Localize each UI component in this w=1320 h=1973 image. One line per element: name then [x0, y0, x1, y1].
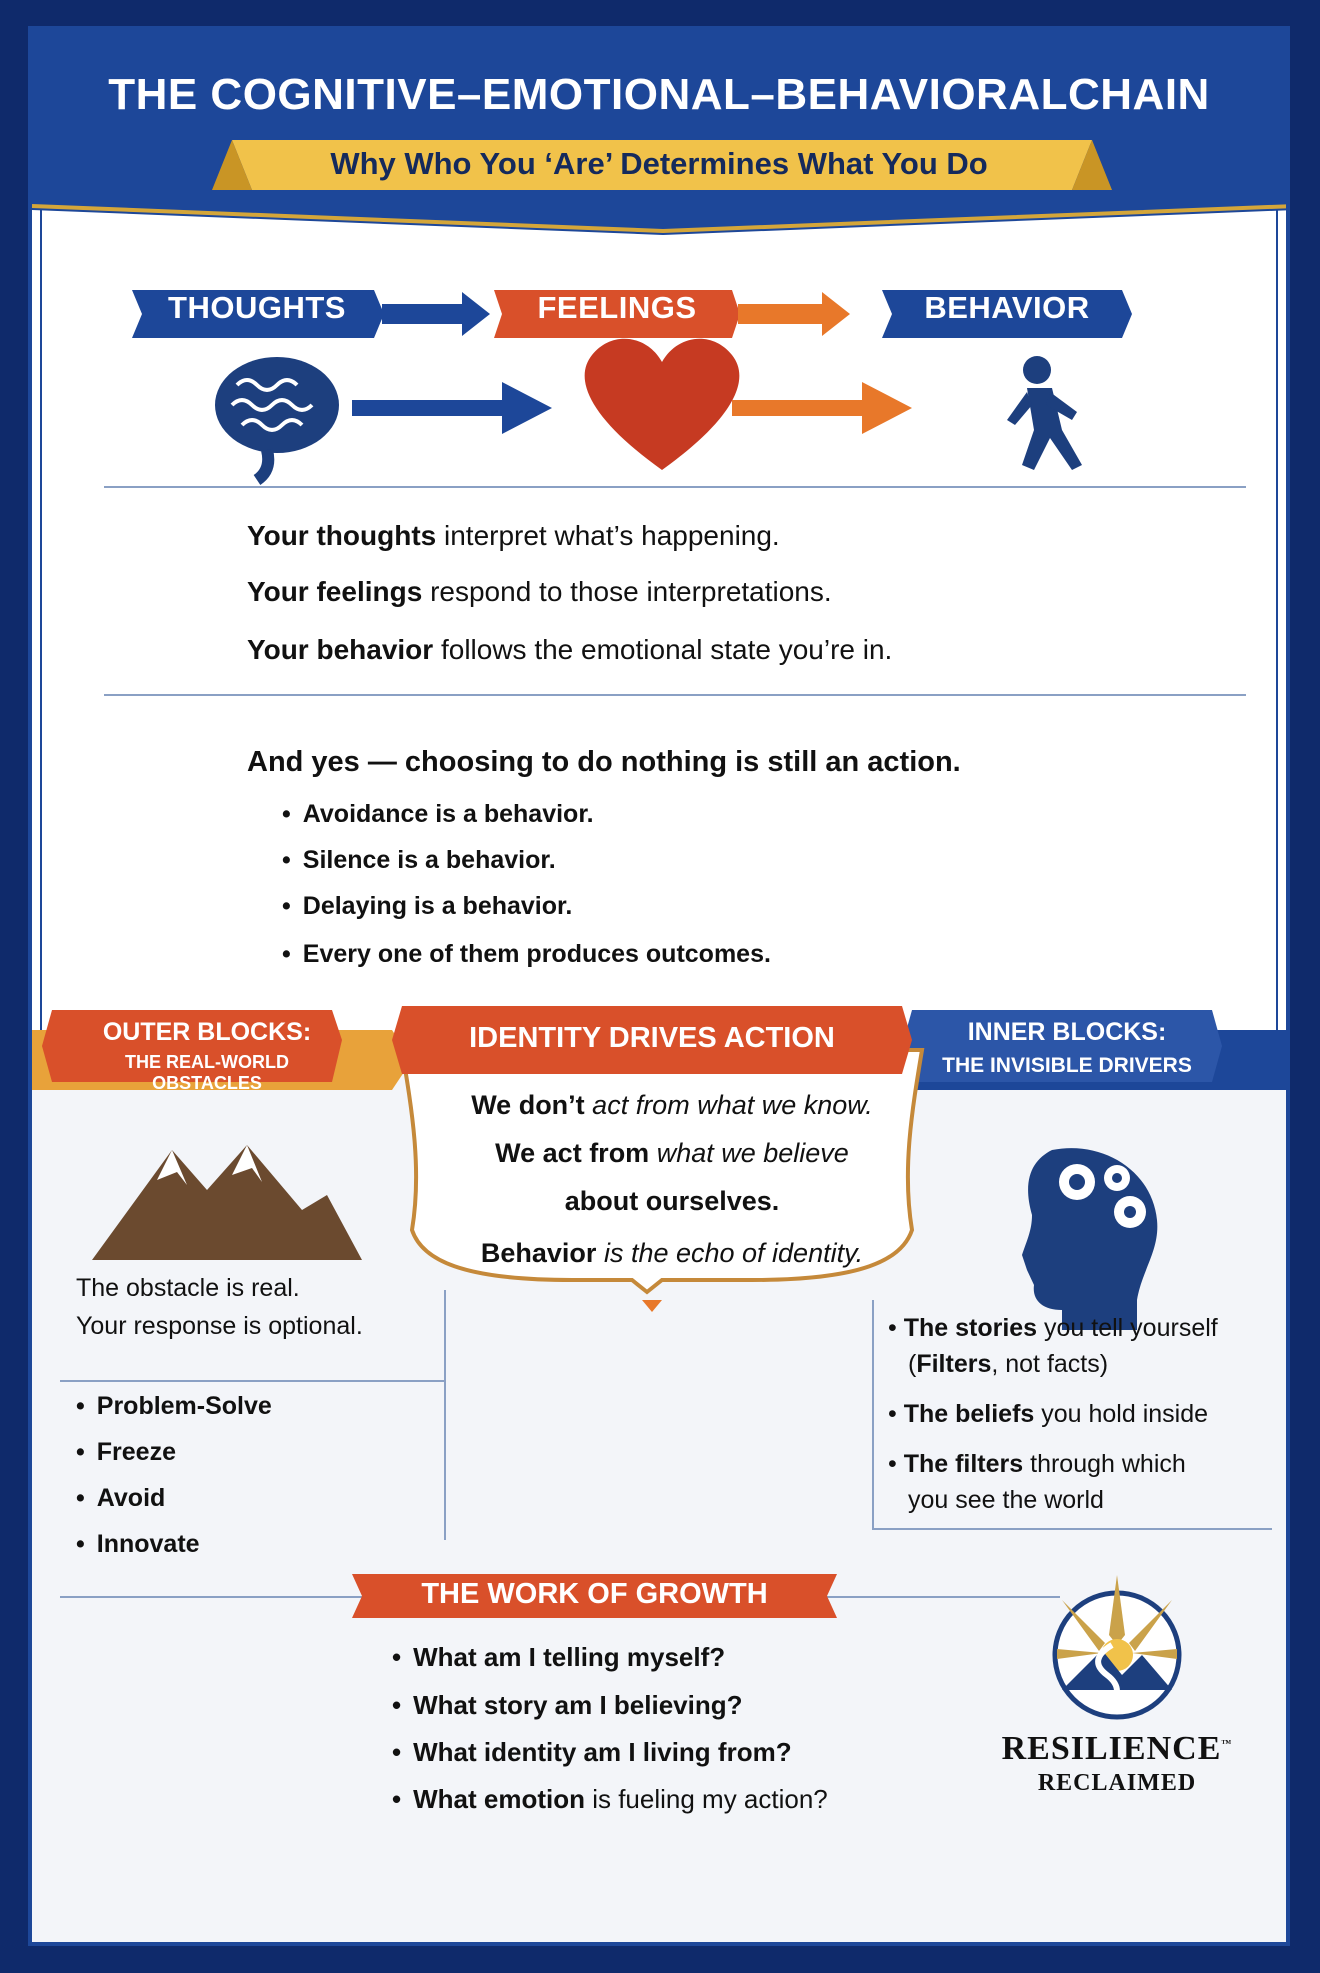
inner-blocks-title: INNER BLOCKS:	[967, 1018, 1167, 1046]
obstacle-line-1: The obstacle is real.	[76, 1274, 300, 1302]
inner-bullet-1: • The stories you tell yourself	[888, 1314, 1218, 1342]
inner-bullet-1-line-2: (Filters, not facts)	[908, 1350, 1109, 1378]
feelings-arrow-icon	[738, 292, 850, 336]
divider	[104, 486, 1246, 488]
brand-tagline: RECLAIMED	[1037, 1770, 1197, 1796]
identity-line-2: We act from what we believe	[495, 1138, 849, 1168]
response-option: • Innovate	[76, 1530, 200, 1559]
nothing-bullet: • Every one of them produces outcomes.	[282, 940, 771, 969]
behavior-label: BEHAVIOR	[924, 290, 1090, 325]
inner-blocks-subtitle: THE INVISIBLE DRIVERS	[942, 1054, 1192, 1077]
page-subtitle: Why Who You ‘Are’ Determines What You Do	[330, 146, 988, 181]
divider	[104, 694, 1246, 696]
statement-thoughts: Your thoughts interpret what’s happening.	[247, 520, 780, 551]
statement-behavior: Your behavior follows the emotional state you’re in.	[247, 634, 893, 665]
header	[32, 30, 1286, 230]
thoughts-label: THOUGHTS	[168, 290, 346, 325]
heart-arrow-icon	[732, 382, 912, 434]
growth-question: • What story am I believing?	[392, 1690, 743, 1721]
identity-line-1: We don’t act from what we know.	[471, 1090, 873, 1120]
nothing-bullet: • Delaying is a behavior.	[282, 892, 572, 921]
growth-question: • What am I telling myself?	[392, 1642, 725, 1673]
nothing-bullet: • Silence is a behavior.	[282, 846, 556, 875]
growth-question: • What identity am I living from?	[392, 1737, 792, 1768]
statement-feelings: Your feelings respond to those interpretations.	[247, 576, 832, 607]
nothing-heading: And yes — choosing to do nothing is still an action.	[247, 746, 961, 778]
response-option: • Freeze	[76, 1438, 176, 1467]
outer-blocks-subtitle: THE REAL-WORLD OBSTACLES	[125, 1052, 289, 1093]
brain-arrow-icon	[352, 382, 552, 434]
walking-person-icon	[1007, 356, 1082, 470]
page-title: THE COGNITIVE–EMOTIONAL–BEHAVIORALCHAIN	[108, 70, 1210, 119]
response-option: • Avoid	[76, 1484, 165, 1513]
identity-line-3: about ourselves.	[564, 1186, 780, 1216]
brain-icon	[215, 357, 339, 480]
inner-bullet-3: • The filters through which	[888, 1450, 1186, 1478]
nothing-bullet: • Avoidance is a behavior.	[282, 800, 594, 829]
growth-title: THE WORK OF GROWTH	[421, 1578, 768, 1610]
poster-frame	[28, 26, 1290, 1946]
feelings-label: FEELINGS	[537, 290, 697, 325]
obstacle-line-2: Your response is optional.	[76, 1312, 363, 1340]
thoughts-arrow-icon	[382, 292, 490, 336]
inner-bullet-2: • The beliefs you hold inside	[888, 1400, 1209, 1428]
brand-name: RESILIENCE™	[1001, 1730, 1233, 1767]
inner-bullet-3-line-2: you see the world	[908, 1486, 1104, 1514]
heart-icon	[585, 339, 740, 470]
response-option: • Problem-Solve	[76, 1392, 272, 1421]
growth-question: • What emotion is fueling my action?	[392, 1784, 828, 1815]
identity-title: IDENTITY DRIVES ACTION	[469, 1022, 835, 1054]
identity-line-4: Behavior is the echo of identity.	[480, 1238, 864, 1268]
outer-blocks-title: OUTER BLOCKS:	[102, 1018, 312, 1046]
